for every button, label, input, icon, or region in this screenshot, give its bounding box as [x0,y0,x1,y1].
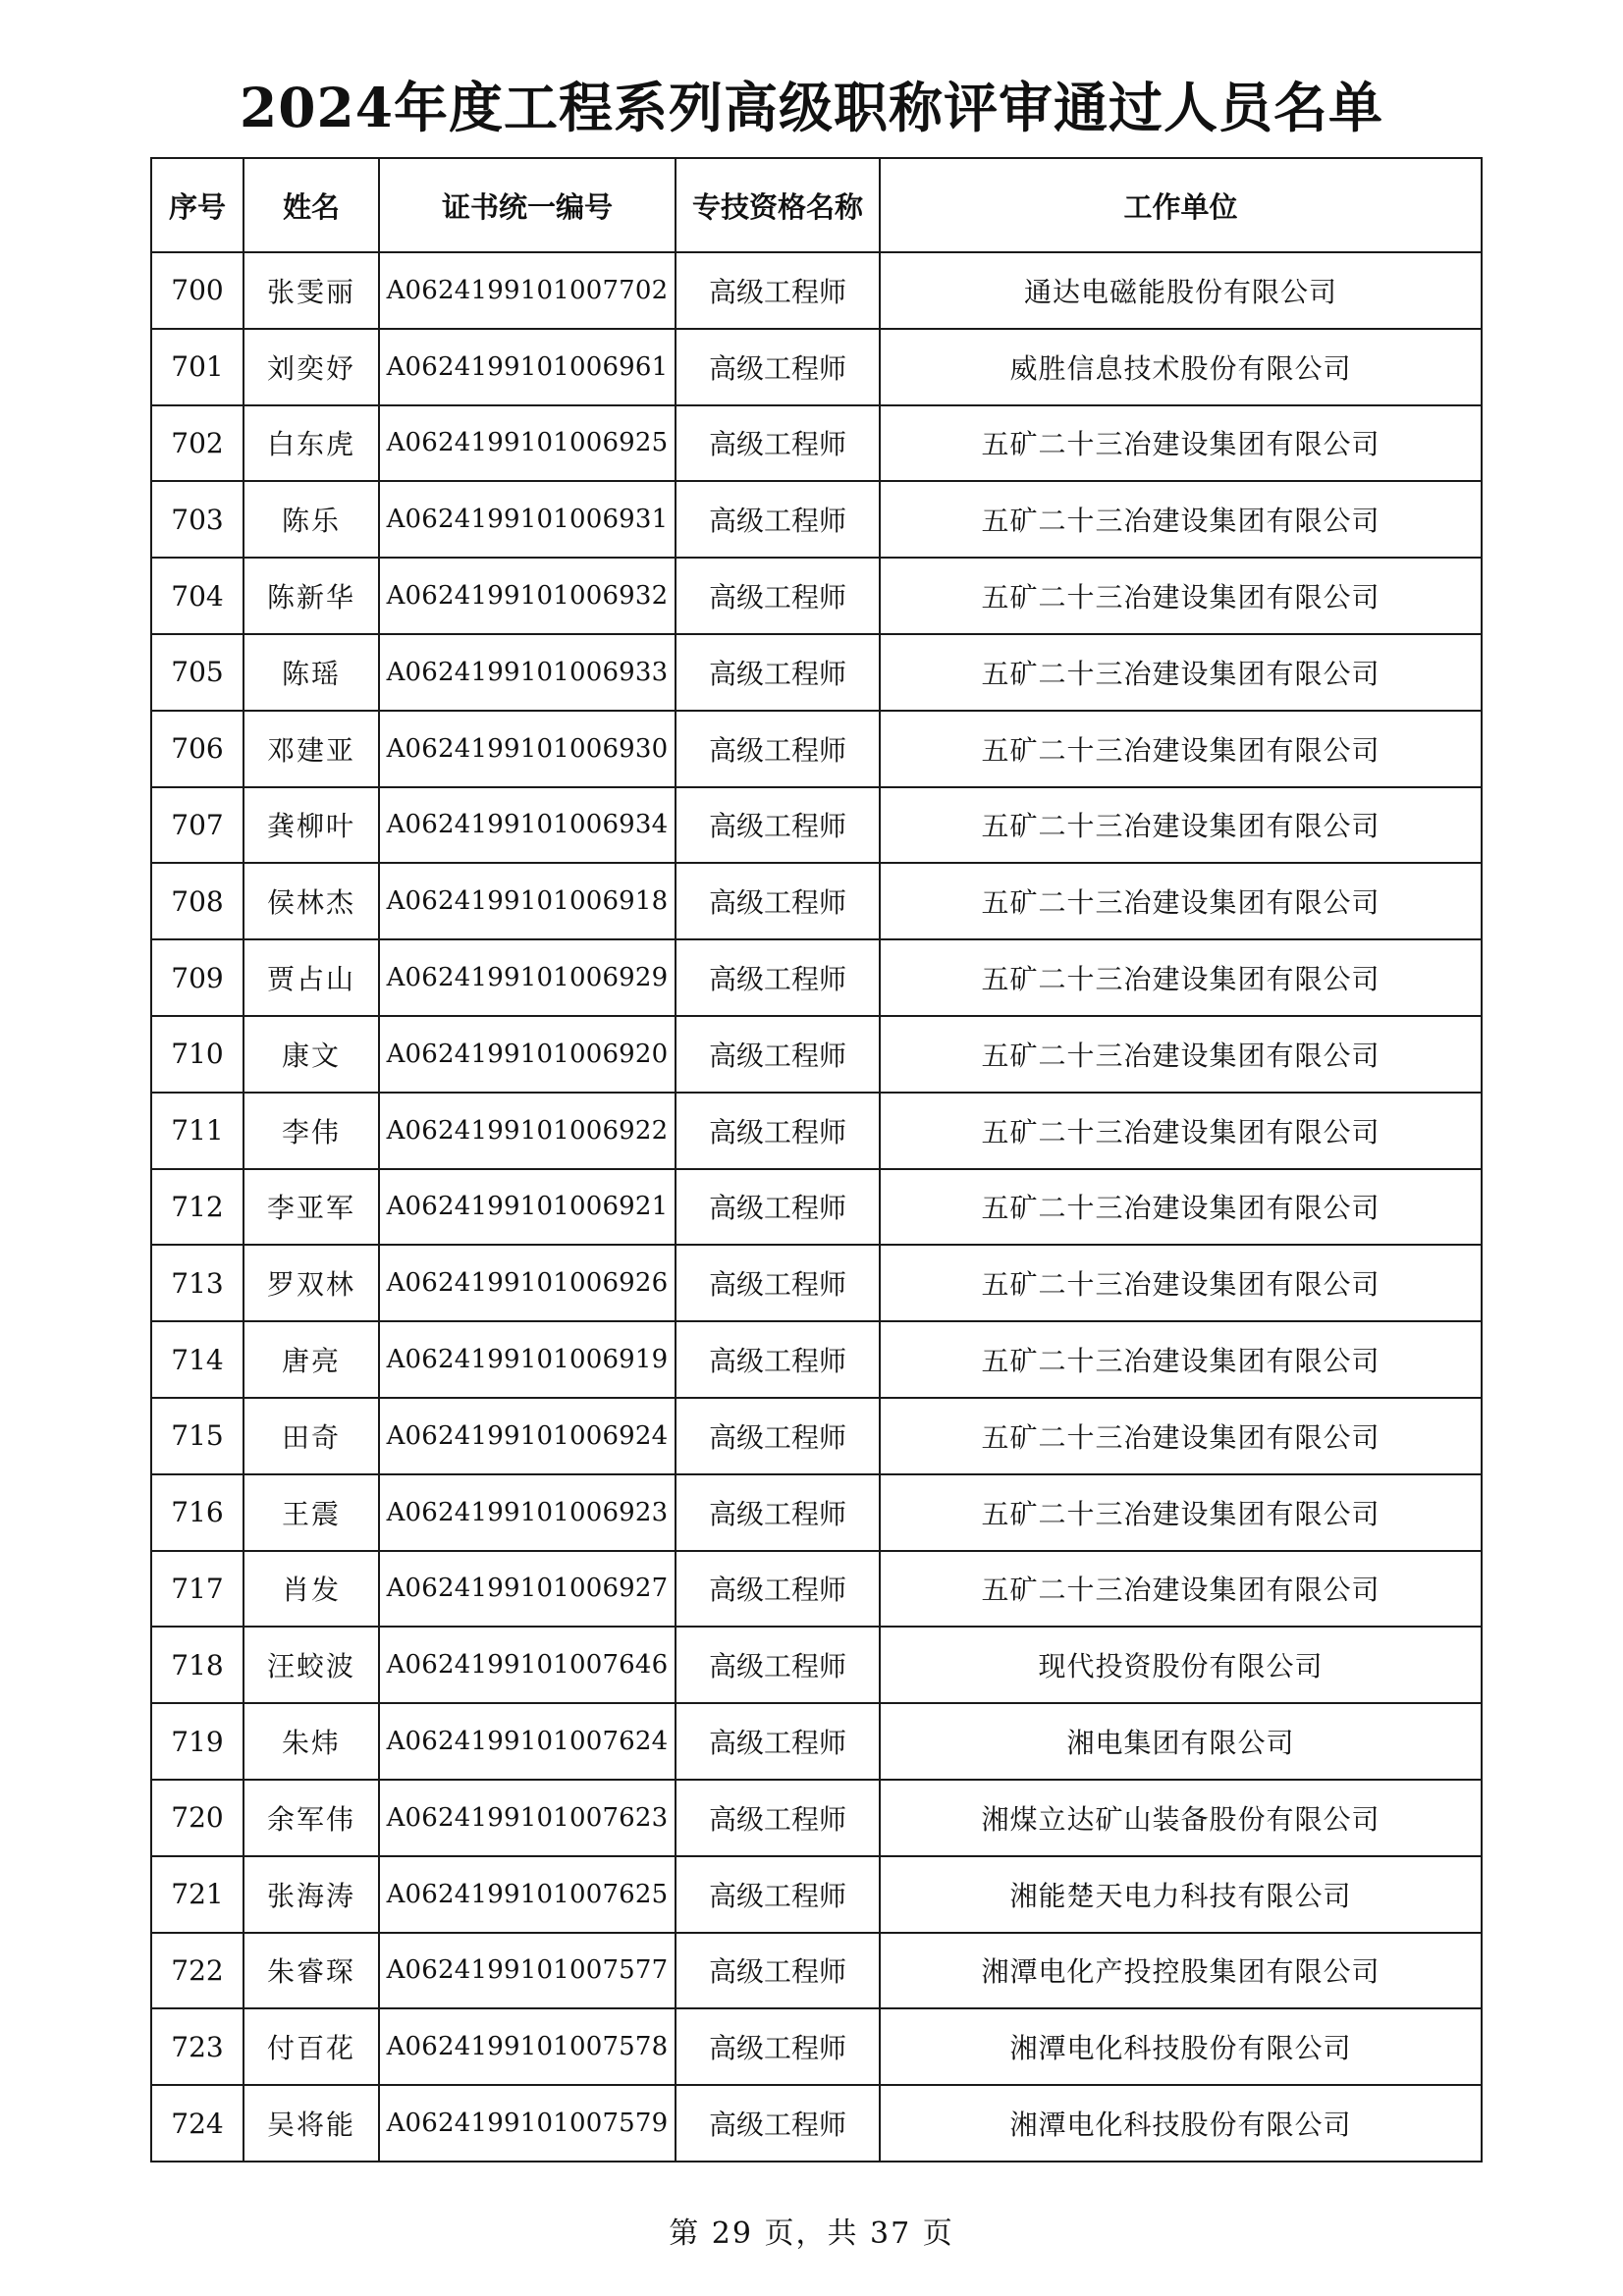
table-row [151,1627,1482,1703]
header-cert-number: 证书统一编号 [379,158,676,252]
cell-qualification: 高级工程师 [676,1474,880,1551]
table-row [151,2008,1482,2085]
cell-work-unit: 湘潭电化科技股份有限公司 [880,2008,1482,2085]
cell-name: 付百花 [243,2008,379,2085]
cell-name: 肖发 [243,1551,379,1628]
cell-cert-number: A0624199101007623 [379,1780,676,1856]
table-row [151,558,1482,634]
cell-work-unit: 通达电磁能股份有限公司 [880,252,1482,329]
page-footer: 第 29 页，共 37 页 [669,2216,954,2251]
cell-work-unit: 湘潭电化科技股份有限公司 [880,2085,1482,2162]
cell-name: 张海涛 [243,1856,379,1933]
cell-name: 陈瑶 [243,634,379,711]
cell-cert-number: A0624199101006919 [379,1321,676,1398]
cell-cert-number: A0624199101007625 [379,1856,676,1933]
table-row [151,1245,1482,1321]
cell-work-unit: 五矿二十三冶建设集团有限公司 [880,1093,1482,1169]
cell-work-unit: 五矿二十三冶建设集团有限公司 [880,558,1482,634]
cell-cert-number: A0624199101006932 [379,558,676,634]
cell-work-unit: 五矿二十三冶建设集团有限公司 [880,1321,1482,1398]
table-row [151,1321,1482,1398]
table-row [151,1551,1482,1628]
cell-name: 李亚军 [243,1169,379,1246]
table-row [151,1169,1482,1246]
cell-qualification: 高级工程师 [676,863,880,939]
cell-qualification: 高级工程师 [676,939,880,1016]
cell-name: 王震 [243,1474,379,1551]
table-row [151,1016,1482,1093]
cell-qualification: 高级工程师 [676,1169,880,1246]
cell-qualification: 高级工程师 [676,1627,880,1703]
cell-name: 朱睿琛 [243,1933,379,2009]
cell-seq: 724 [151,2085,243,2162]
cell-seq: 710 [151,1016,243,1093]
cell-name: 田奇 [243,1398,379,1474]
cell-name: 陈新华 [243,558,379,634]
cell-work-unit: 现代投资股份有限公司 [880,1627,1482,1703]
cell-cert-number: A0624199101006921 [379,1169,676,1246]
cell-qualification: 高级工程师 [676,1321,880,1398]
cell-seq: 709 [151,939,243,1016]
cell-name: 龚柳叶 [243,787,379,864]
cell-qualification: 高级工程师 [676,1933,880,2009]
cell-seq: 723 [151,2008,243,2085]
cell-work-unit: 湘煤立达矿山装备股份有限公司 [880,1780,1482,1856]
table-row [151,329,1482,405]
cell-name: 李伟 [243,1093,379,1169]
cell-cert-number: A0624199101007646 [379,1627,676,1703]
cell-cert-number: A0624199101007578 [379,2008,676,2085]
cell-work-unit: 湘能楚天电力科技有限公司 [880,1856,1482,1933]
cell-seq: 705 [151,634,243,711]
cell-cert-number: A0624199101007702 [379,252,676,329]
cell-work-unit: 五矿二十三冶建设集团有限公司 [880,1551,1482,1628]
cell-name: 余军伟 [243,1780,379,1856]
page-title: 2024年度工程系列高级职称评审通过人员名单 [239,76,1384,139]
cell-seq: 721 [151,1856,243,1933]
cell-seq: 700 [151,252,243,329]
cell-name: 陈乐 [243,481,379,558]
cell-work-unit: 五矿二十三冶建设集团有限公司 [880,787,1482,864]
table-row [151,252,1482,329]
table-row [151,1474,1482,1551]
cell-work-unit: 五矿二十三冶建设集团有限公司 [880,481,1482,558]
cell-name: 白东虎 [243,405,379,482]
cell-seq: 703 [151,481,243,558]
cell-work-unit: 威胜信息技术股份有限公司 [880,329,1482,405]
cell-cert-number: A0624199101006931 [379,481,676,558]
table-row [151,1703,1482,1780]
cell-qualification: 高级工程师 [676,1016,880,1093]
cell-cert-number: A0624199101006920 [379,1016,676,1093]
cell-name: 邓建亚 [243,711,379,787]
table-header-row [151,158,1482,252]
cell-work-unit: 五矿二十三冶建设集团有限公司 [880,711,1482,787]
cell-work-unit: 五矿二十三冶建设集团有限公司 [880,405,1482,482]
table-body [151,252,1482,2162]
cell-cert-number: A0624199101007577 [379,1933,676,2009]
cell-cert-number: A0624199101007579 [379,2085,676,2162]
cell-name: 刘奕妤 [243,329,379,405]
cell-qualification: 高级工程师 [676,252,880,329]
cell-cert-number: A0624199101006925 [379,405,676,482]
cell-work-unit: 五矿二十三冶建设集团有限公司 [880,634,1482,711]
cell-cert-number: A0624199101007624 [379,1703,676,1780]
cell-cert-number: A0624199101006929 [379,939,676,1016]
cell-qualification: 高级工程师 [676,1093,880,1169]
cell-seq: 715 [151,1398,243,1474]
cell-qualification: 高级工程师 [676,2085,880,2162]
cell-name: 吴将能 [243,2085,379,2162]
cell-seq: 708 [151,863,243,939]
roster-table [150,157,1483,2163]
cell-cert-number: A0624199101006923 [379,1474,676,1551]
cell-seq: 722 [151,1933,243,2009]
cell-work-unit: 五矿二十三冶建设集团有限公司 [880,863,1482,939]
cell-name: 罗双林 [243,1245,379,1321]
cell-qualification: 高级工程师 [676,405,880,482]
table-row [151,1856,1482,1933]
table-row [151,787,1482,864]
cell-name: 康文 [243,1016,379,1093]
table-row [151,2085,1482,2162]
cell-qualification: 高级工程师 [676,1703,880,1780]
cell-cert-number: A0624199101006924 [379,1398,676,1474]
cell-seq: 720 [151,1780,243,1856]
cell-name: 唐亮 [243,1321,379,1398]
table-row [151,405,1482,482]
cell-seq: 717 [151,1551,243,1628]
cell-cert-number: A0624199101006930 [379,711,676,787]
cell-name: 侯林杰 [243,863,379,939]
table-row [151,481,1482,558]
cell-work-unit: 五矿二十三冶建设集团有限公司 [880,1169,1482,1246]
table-row [151,1933,1482,2009]
cell-name: 朱炜 [243,1703,379,1780]
cell-qualification: 高级工程师 [676,558,880,634]
cell-qualification: 高级工程师 [676,481,880,558]
table-row [151,863,1482,939]
table-row [151,634,1482,711]
cell-work-unit: 湘潭电化产投控股集团有限公司 [880,1933,1482,2009]
cell-qualification: 高级工程师 [676,711,880,787]
cell-qualification: 高级工程师 [676,1856,880,1933]
cell-qualification: 高级工程师 [676,1398,880,1474]
cell-seq: 707 [151,787,243,864]
table-row [151,939,1482,1016]
cell-seq: 712 [151,1169,243,1246]
cell-qualification: 高级工程师 [676,787,880,864]
cell-seq: 706 [151,711,243,787]
cell-qualification: 高级工程师 [676,329,880,405]
cell-work-unit: 五矿二十三冶建设集团有限公司 [880,939,1482,1016]
cell-cert-number: A0624199101006961 [379,329,676,405]
cell-qualification: 高级工程师 [676,634,880,711]
cell-qualification: 高级工程师 [676,1780,880,1856]
cell-cert-number: A0624199101006918 [379,863,676,939]
cell-seq: 704 [151,558,243,634]
cell-work-unit: 湘电集团有限公司 [880,1703,1482,1780]
table-row [151,1093,1482,1169]
cell-work-unit: 五矿二十三冶建设集团有限公司 [880,1398,1482,1474]
cell-seq: 718 [151,1627,243,1703]
cell-seq: 716 [151,1474,243,1551]
cell-seq: 714 [151,1321,243,1398]
cell-cert-number: A0624199101006934 [379,787,676,864]
table-row [151,1780,1482,1856]
header-seq: 序号 [151,158,243,252]
cell-seq: 711 [151,1093,243,1169]
cell-seq: 702 [151,405,243,482]
cell-work-unit: 五矿二十三冶建设集团有限公司 [880,1474,1482,1551]
cell-cert-number: A0624199101006927 [379,1551,676,1628]
cell-cert-number: A0624199101006926 [379,1245,676,1321]
cell-qualification: 高级工程师 [676,2008,880,2085]
cell-seq: 719 [151,1703,243,1780]
header-qualification: 专技资格名称 [676,158,880,252]
cell-qualification: 高级工程师 [676,1245,880,1321]
header-name: 姓名 [243,158,379,252]
cell-seq: 713 [151,1245,243,1321]
cell-work-unit: 五矿二十三冶建设集团有限公司 [880,1016,1482,1093]
cell-cert-number: A0624199101006922 [379,1093,676,1169]
table-row [151,711,1482,787]
cell-cert-number: A0624199101006933 [379,634,676,711]
cell-name: 贾占山 [243,939,379,1016]
cell-seq: 701 [151,329,243,405]
cell-name: 汪蛟波 [243,1627,379,1703]
table-row [151,1398,1482,1474]
cell-qualification: 高级工程师 [676,1551,880,1628]
header-work-unit: 工作单位 [880,158,1482,252]
cell-work-unit: 五矿二十三冶建设集团有限公司 [880,1245,1482,1321]
cell-name: 张雯丽 [243,252,379,329]
